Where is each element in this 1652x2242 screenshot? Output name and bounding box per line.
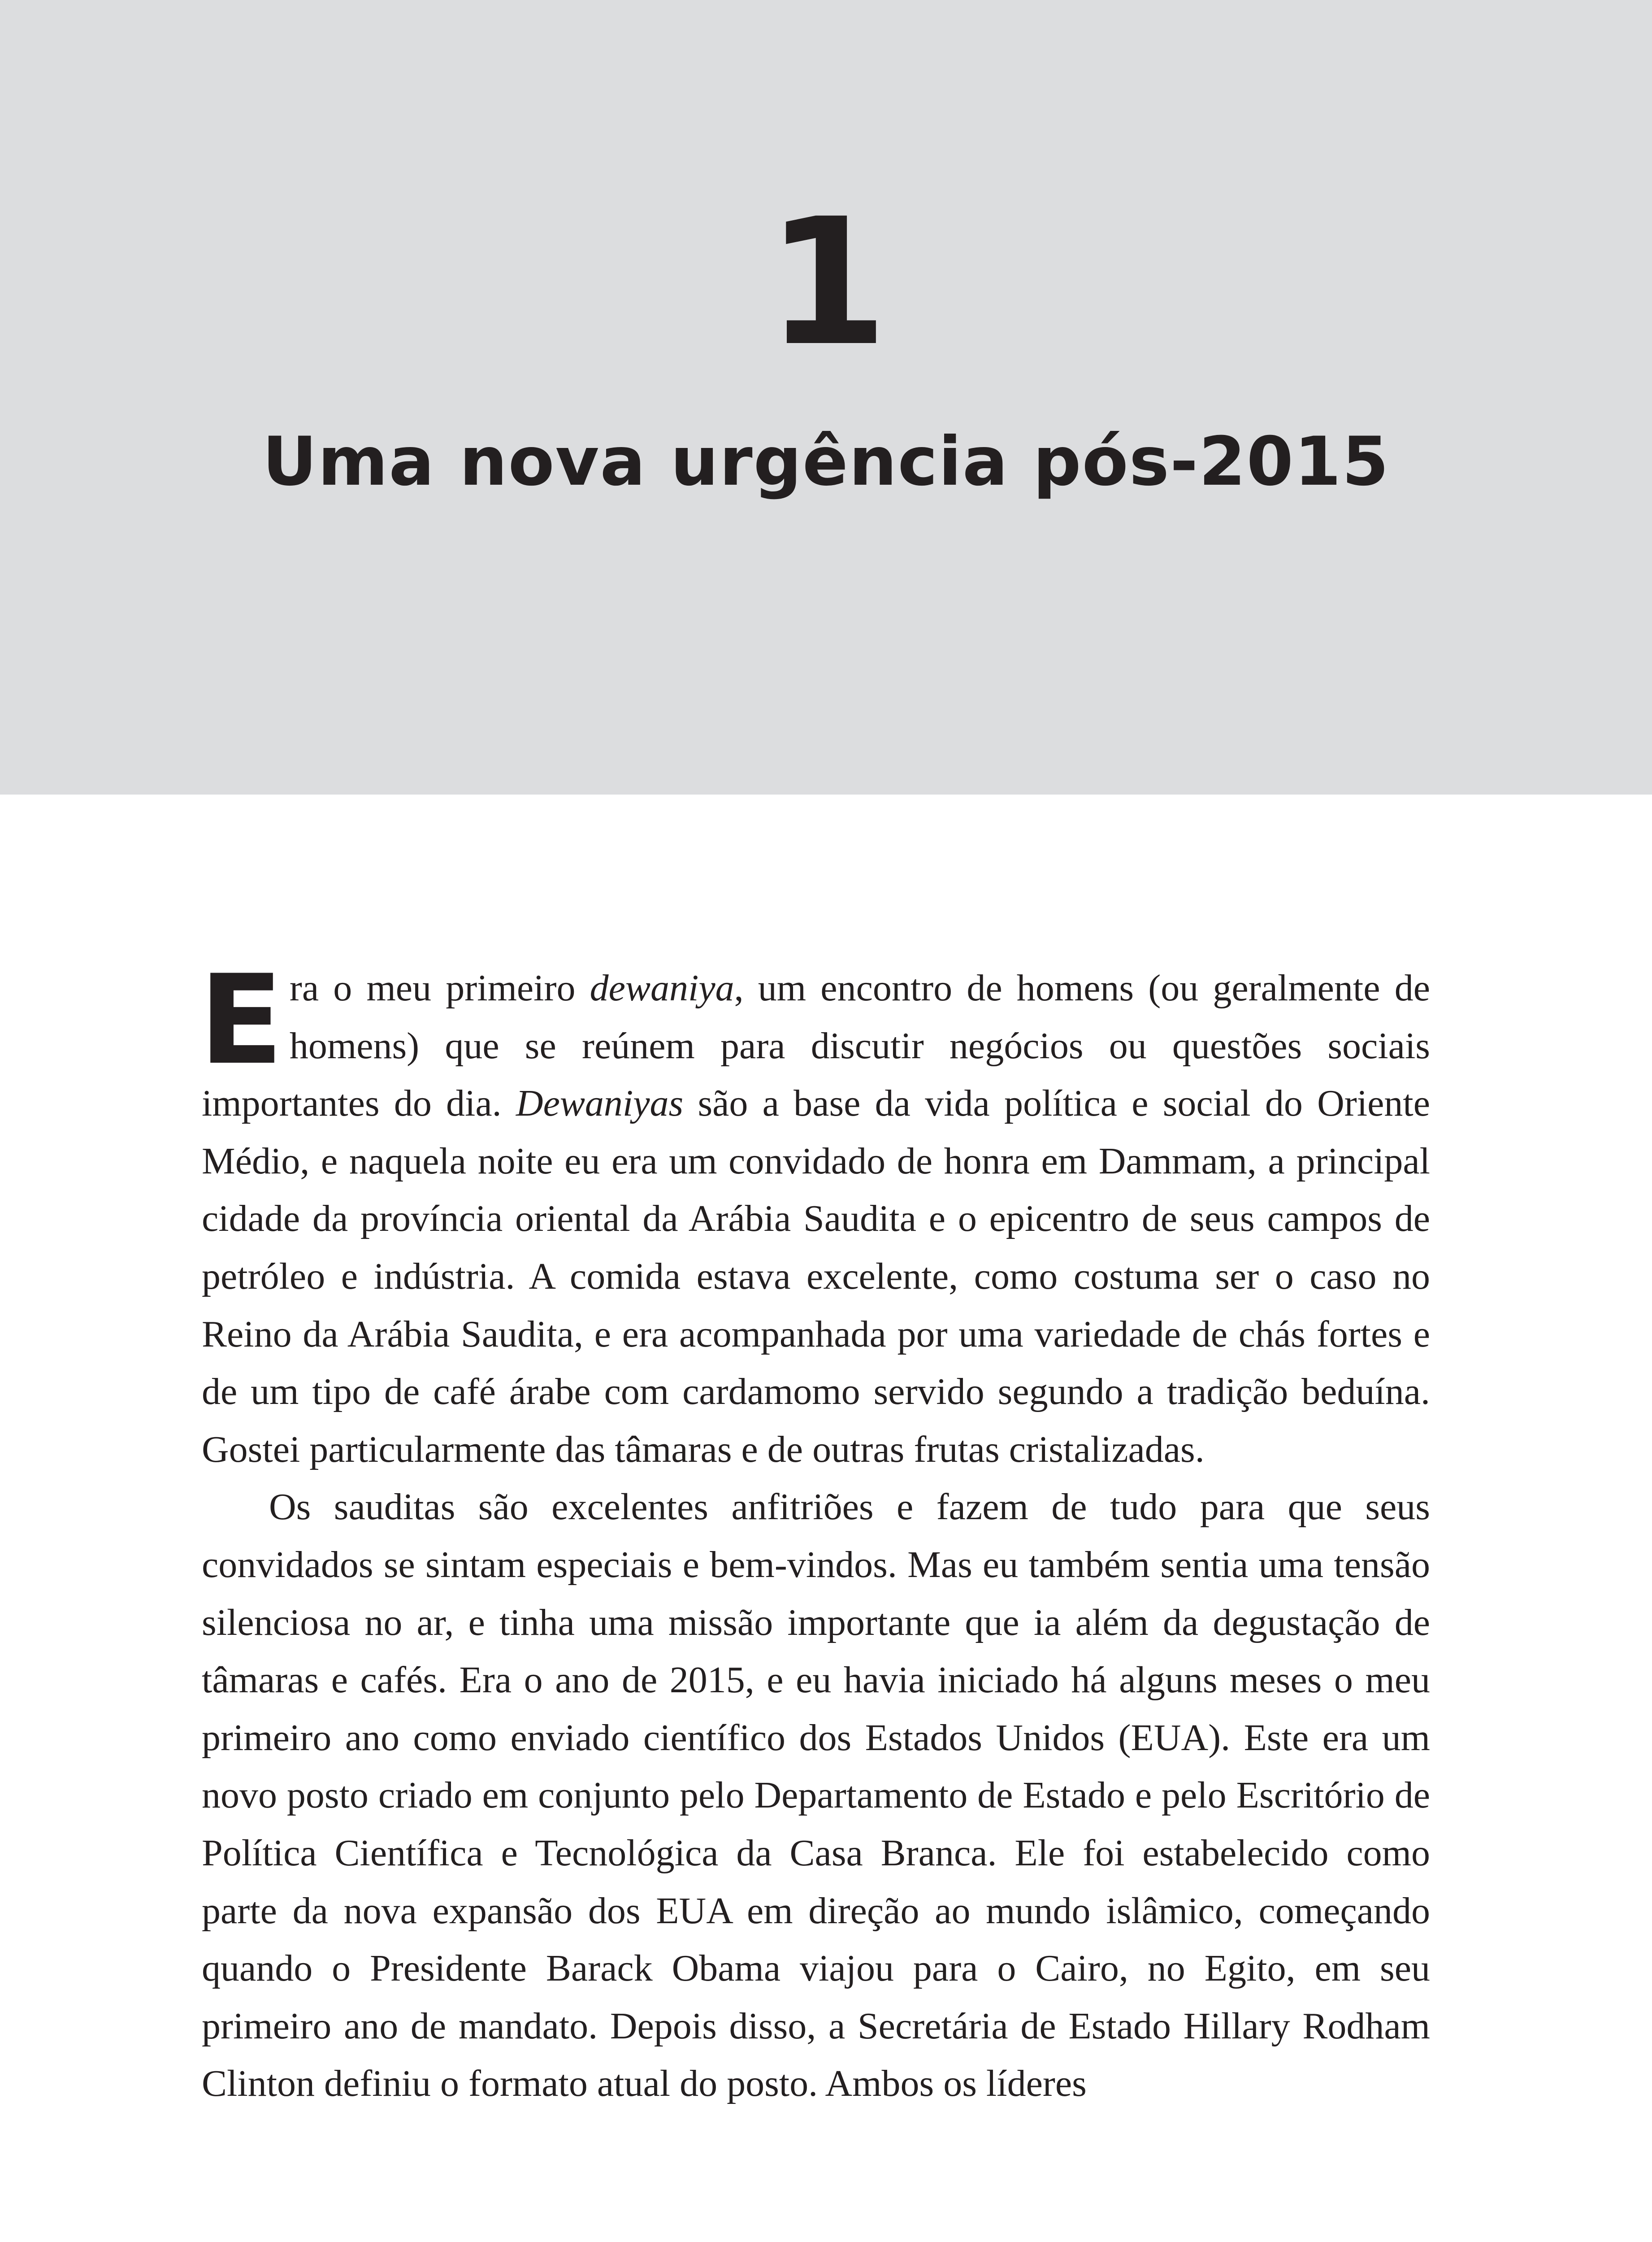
paragraph-1-italic-a: dewaniya xyxy=(590,967,734,1009)
paragraph-2: Os sauditas são excelentes anfitriões e fazem de tudo para que seus convidados se sintam especiais e bem-vindos. Mas eu também sentia uma tensão silenciosa no ar, e tinha uma missão importante que ia além da degustação de tâmaras e cafés. Era o ano de 2015, e eu havia iniciado há alguns meses o meu primeiro ano como enviado científico dos Estados Unidos (EUA). Este era um novo posto criado em conjunto pelo Departamento de Estado e pelo Escritório de Política Científica e Tecnológica da Casa Branca. Ele foi estabelecido como parte da nova expansão dos EUA em direção ao mundo islâmico, começando quando o Presidente Barack Obama viajou para o Cairo, no Egito, em seu primeiro ano de mandato. Depois disso, a Secretária de Estado Hillary Rodham Clinton definiu o formato atual do posto. Ambos os líderes xyxy=(202,1486,1430,2105)
paragraph-1-text-c: são a base da vida política e social do Oriente Médio, e naquela noite eu era um convidado de honra em Dammam, a principal cidade da província oriental da Arábia Saudita e o epicentro de seus campos de petróleo e indústria. A comida estava excelente, como costuma ser o caso no Reino da Arábia Saudita, e era acompanhada por uma variedade de chás fortes e de um tipo de café árabe com cardamomo servido segundo a tradição beduína. Gostei particularmente das tâmaras e de outras frutas cristalizadas. xyxy=(202,1082,1431,1470)
chapter-header-banner xyxy=(0,0,1652,795)
drop-cap: E xyxy=(199,948,283,1092)
paragraph-1-text-b: , um encontro de homens (ou geralmente de homens) que se reúnem para discutir negócios ou questões sociais importantes do dia. xyxy=(202,967,1430,1125)
paragraph-1-italic-b: Dewaniyas xyxy=(516,1082,684,1125)
chapter-number: 1 xyxy=(766,181,886,384)
paragraph-1-text-a: ra o meu primeiro xyxy=(289,967,590,1009)
chapter-title: Uma nova urgência pós-2015 xyxy=(262,423,1390,501)
paragraph-1 xyxy=(199,948,1431,1478)
body-text xyxy=(199,948,1431,2113)
